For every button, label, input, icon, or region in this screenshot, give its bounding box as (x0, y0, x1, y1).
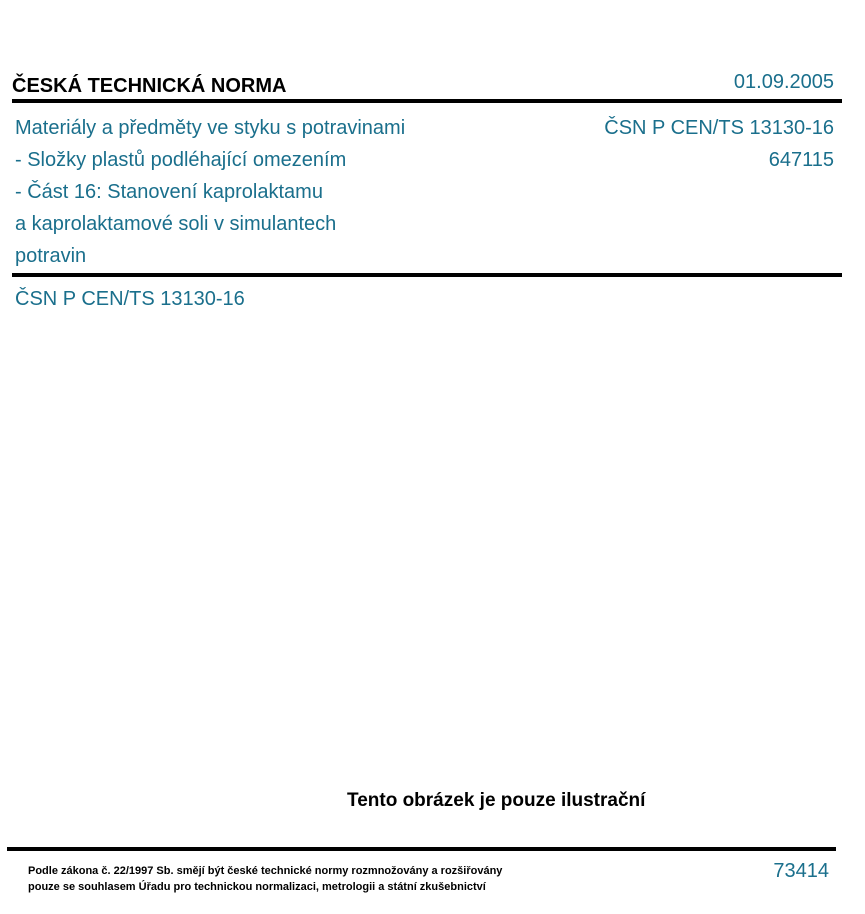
footer-code: 73414 (773, 860, 829, 882)
standard-class-number: 647115 (768, 149, 834, 171)
footer-divider (7, 847, 836, 851)
standard-title-line: - Část 16: Stanovení kaprolaktamu (15, 181, 323, 203)
footer-legal-line: Podle zákona č. 22/1997 Sb. smějí být české technické normy rozmnožovány a rozšiřovány (28, 865, 503, 877)
standard-title-line: - Složky plastů podléhající omezením (15, 149, 347, 171)
document-header-title: ČESKÁ TECHNICKÁ NORMA (12, 75, 287, 97)
standard-title-line: a kaprolaktamové soli v simulantech (15, 213, 337, 235)
standard-title-line: Materiály a předměty ve styku s potravinami (15, 117, 406, 139)
header-divider (12, 99, 842, 103)
standard-identifiers (604, 112, 834, 176)
standard-sub-designation: ČSN P CEN/TS 13130-16 (15, 288, 245, 310)
title-divider (12, 273, 842, 277)
footer-legal-notice (28, 863, 502, 895)
document-date: 01.09.2005 (733, 71, 834, 93)
standard-designation: ČSN P CEN/TS 13130-16 (604, 117, 834, 139)
footer-legal-line: pouze se souhlasem Úřadu pro technickou normalizaci, metrologii a státní zkušebnictví (28, 881, 486, 893)
standard-title-line: potravin (15, 245, 87, 267)
standard-title (15, 112, 485, 272)
illustration-note: Tento obrázek je pouze ilustrační (347, 790, 646, 811)
